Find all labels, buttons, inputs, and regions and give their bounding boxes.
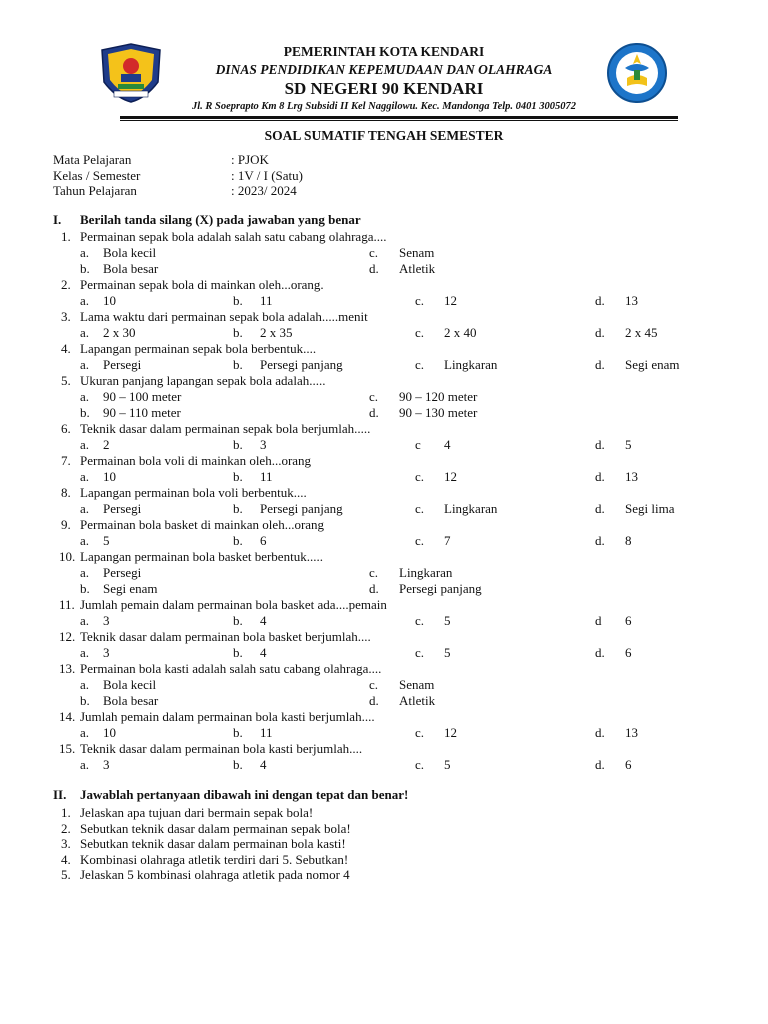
option-text: 3 bbox=[260, 437, 267, 452]
option-text: 11 bbox=[260, 469, 273, 484]
option-text: 11 bbox=[260, 725, 273, 740]
meta-label: Tahun Pelajaran bbox=[53, 183, 137, 198]
question-number: 3. bbox=[61, 836, 71, 851]
option-letter: c. bbox=[415, 757, 425, 772]
question-item bbox=[0, 709, 768, 725]
question-number: 15. bbox=[59, 741, 76, 756]
essay-question bbox=[0, 867, 768, 883]
option-text: 5 bbox=[444, 757, 451, 772]
option-letter: d. bbox=[595, 437, 605, 452]
option-letter: b. bbox=[233, 293, 243, 308]
option-text: 2 x 35 bbox=[260, 325, 293, 340]
option-text: 6 bbox=[625, 613, 632, 628]
option-text: Segi enam bbox=[103, 581, 158, 596]
option-text: 5 bbox=[103, 533, 110, 548]
option-text: 90 – 130 meter bbox=[399, 405, 478, 420]
option-text: Segi lima bbox=[625, 501, 675, 516]
option-letter: a. bbox=[80, 357, 90, 372]
option-letter: d. bbox=[595, 325, 605, 340]
question-number: 10. bbox=[59, 549, 76, 564]
meta-label: Kelas / Semester bbox=[53, 168, 141, 183]
option-letter: a. bbox=[80, 725, 90, 740]
option-letter: d. bbox=[595, 293, 605, 308]
option-text: 3 bbox=[103, 645, 110, 660]
option-text: Atletik bbox=[399, 261, 436, 276]
question-number: 5. bbox=[61, 373, 71, 388]
question-item bbox=[0, 373, 768, 389]
option-text: 11 bbox=[260, 293, 273, 308]
option-letter: c. bbox=[369, 389, 379, 404]
option-text: Bola besar bbox=[103, 261, 159, 276]
option-letter: b. bbox=[80, 693, 90, 708]
option-letter: a. bbox=[80, 645, 90, 660]
header-agency: DINAS PENDIDIKAN KEPEMUDAAN DAN OLAHRAGA bbox=[215, 62, 553, 77]
header-address: Jl. R Soeprapto Km 8 Lrg Subsidi II Kel Naggilowu. Kec. Mandonga Telp. 0401 3005072 bbox=[191, 101, 577, 112]
question-number: 8. bbox=[61, 485, 71, 500]
question-text: Lapangan permainan bola basket berbentuk..... bbox=[80, 549, 323, 564]
option-text: 4 bbox=[444, 437, 451, 452]
option-text: Segi enam bbox=[625, 357, 680, 372]
question-text: Permainan bola voli di mainkan oleh...orang bbox=[80, 453, 312, 468]
question-number: 4. bbox=[61, 851, 71, 867]
question-text: Permainan bola kasti adalah salah satu cabang olahraga.... bbox=[80, 661, 382, 676]
option-text: Persegi panjang bbox=[399, 581, 482, 596]
essay-question bbox=[0, 821, 768, 837]
option-letter: b. bbox=[80, 405, 90, 420]
question-number: 6. bbox=[61, 421, 71, 436]
option-letter: c. bbox=[415, 469, 425, 484]
option-letter: a. bbox=[80, 565, 90, 580]
option-text: 13 bbox=[625, 469, 638, 484]
question-item bbox=[0, 629, 768, 645]
question-number: 12. bbox=[59, 629, 76, 644]
question-number: 7. bbox=[61, 453, 71, 468]
question-number: 5. bbox=[61, 867, 71, 882]
option-text: Lingkaran bbox=[444, 501, 498, 516]
option-text: 6 bbox=[625, 757, 632, 772]
option-text: Persegi bbox=[103, 565, 142, 580]
question-text: Permainan sepak bola adalah salah satu cabang olahraga.... bbox=[80, 229, 387, 244]
option-letter: b. bbox=[233, 757, 243, 772]
option-letter: a. bbox=[80, 437, 90, 452]
option-letter: c. bbox=[369, 245, 379, 260]
option-letter: c. bbox=[369, 677, 379, 692]
option-letter: d. bbox=[595, 645, 605, 660]
question-item bbox=[0, 741, 768, 757]
question-number: 4. bbox=[61, 341, 71, 356]
question-text: Ukuran panjang lapangan sepak bola adalah..... bbox=[80, 373, 326, 388]
option-text: 12 bbox=[444, 725, 457, 740]
option-letter: b. bbox=[80, 581, 90, 596]
option-text: Bola kecil bbox=[103, 677, 157, 692]
option-letter: a. bbox=[80, 613, 90, 628]
option-text: 10 bbox=[103, 293, 116, 308]
section-number: I. bbox=[53, 212, 62, 227]
option-letter: c. bbox=[415, 501, 425, 516]
essay-question bbox=[0, 852, 768, 868]
option-text: 10 bbox=[103, 469, 116, 484]
option-text: 5 bbox=[444, 613, 451, 628]
option-letter: c. bbox=[369, 565, 379, 580]
option-letter: d. bbox=[595, 357, 605, 372]
header-school-name: SD NEGERI 90 KENDARI bbox=[284, 79, 484, 98]
question-number: 9. bbox=[61, 517, 71, 532]
option-letter: a. bbox=[80, 533, 90, 548]
option-text: 5 bbox=[444, 645, 451, 660]
option-text: 6 bbox=[625, 645, 632, 660]
option-text: 2 x 30 bbox=[103, 325, 136, 340]
section-title: Jawablah pertanyaan dibawah ini dengan tepat dan benar! bbox=[80, 787, 409, 802]
question-item bbox=[0, 485, 768, 501]
option-text: 90 – 120 meter bbox=[399, 389, 478, 404]
option-text: 13 bbox=[625, 293, 638, 308]
option-letter: b. bbox=[80, 261, 90, 276]
question-number: 14. bbox=[59, 709, 76, 724]
option-text: Lingkaran bbox=[444, 357, 498, 372]
option-letter: b. bbox=[233, 725, 243, 740]
option-letter: c. bbox=[415, 645, 425, 660]
option-letter: c bbox=[415, 437, 421, 452]
header-divider-thick bbox=[120, 116, 678, 119]
option-letter: a. bbox=[80, 501, 90, 516]
option-letter: d bbox=[595, 613, 602, 628]
option-text: 8 bbox=[625, 533, 632, 548]
option-letter: b. bbox=[233, 613, 243, 628]
question-number: 1. bbox=[61, 805, 71, 820]
option-text: 7 bbox=[444, 533, 451, 548]
question-number: 11. bbox=[59, 597, 75, 612]
option-text: 4 bbox=[260, 757, 267, 772]
option-letter: a. bbox=[80, 469, 90, 484]
document-title: SOAL SUMATIF TENGAH SEMESTER bbox=[264, 128, 504, 143]
option-letter: c. bbox=[415, 533, 425, 548]
question-text: Sebutkan teknik dasar dalam permainan sepak bola! bbox=[80, 820, 351, 836]
question-text: Teknik dasar dalam permainan sepak bola berjumlah..... bbox=[80, 421, 371, 436]
option-text: 2 bbox=[103, 437, 110, 452]
option-text: 3 bbox=[103, 613, 110, 628]
question-item bbox=[0, 517, 768, 533]
option-text: 5 bbox=[625, 437, 632, 452]
option-text: 2 x 40 bbox=[444, 325, 477, 340]
option-letter: d. bbox=[595, 725, 605, 740]
question-text: Jumlah pemain dalam permainan bola basket ada....pemain bbox=[80, 597, 387, 612]
option-text: Bola besar bbox=[103, 693, 159, 708]
option-text: Persegi bbox=[103, 357, 142, 372]
question-item bbox=[0, 597, 768, 613]
option-text: 6 bbox=[260, 533, 267, 548]
question-number: 2. bbox=[61, 820, 71, 836]
question-item bbox=[0, 661, 768, 677]
option-letter: c. bbox=[415, 325, 425, 340]
option-letter: c. bbox=[415, 725, 425, 740]
option-letter: c. bbox=[415, 613, 425, 628]
header-government: PEMERINTAH KOTA KENDARI bbox=[283, 44, 485, 59]
question-item bbox=[0, 453, 768, 469]
option-text: 3 bbox=[103, 757, 110, 772]
option-letter: d. bbox=[595, 501, 605, 516]
question-text: Teknik dasar dalam permainan bola kasti berjumlah.... bbox=[80, 741, 363, 756]
meta-value: : 2023/ 2024 bbox=[231, 183, 297, 198]
option-letter: b. bbox=[233, 533, 243, 548]
option-letter: d. bbox=[595, 533, 605, 548]
option-letter: d. bbox=[369, 581, 379, 596]
option-text: Senam bbox=[399, 677, 435, 692]
option-letter: b. bbox=[233, 437, 243, 452]
question-number: 2. bbox=[61, 277, 71, 292]
option-text: Atletik bbox=[399, 693, 436, 708]
option-letter: a. bbox=[80, 293, 90, 308]
question-text: Kombinasi olahraga atletik terdiri dari 5. Sebutkan! bbox=[80, 851, 349, 867]
header-divider-thin bbox=[120, 120, 678, 121]
option-letter: d. bbox=[595, 757, 605, 772]
question-text: Lapangan permainan bola voli berbentuk.... bbox=[80, 485, 307, 500]
question-number: 3. bbox=[61, 309, 71, 324]
question-text: Teknik dasar dalam permainan bola basket berjumlah.... bbox=[80, 629, 371, 644]
question-item bbox=[0, 549, 768, 565]
option-text: Persegi panjang bbox=[260, 501, 343, 516]
option-text: Bola kecil bbox=[103, 245, 157, 260]
option-letter: b. bbox=[233, 325, 243, 340]
question-text: Jelaskan 5 kombinasi olahraga atletik pada nomor 4 bbox=[80, 867, 350, 882]
option-text: Persegi bbox=[103, 501, 142, 516]
option-text: 2 x 45 bbox=[625, 325, 658, 340]
meta-label: Mata Pelajaran bbox=[53, 152, 132, 167]
option-letter: a. bbox=[80, 757, 90, 772]
option-text: 90 – 100 meter bbox=[103, 389, 182, 404]
option-letter: c. bbox=[415, 357, 425, 372]
essay-question bbox=[0, 836, 768, 852]
question-item bbox=[0, 277, 768, 293]
option-text: 10 bbox=[103, 725, 116, 740]
option-letter: d. bbox=[369, 261, 379, 276]
section-title: Berilah tanda silang (X) pada jawaban yang benar bbox=[80, 212, 361, 227]
option-text: Persegi panjang bbox=[260, 357, 343, 372]
question-item bbox=[0, 421, 768, 437]
option-text: 4 bbox=[260, 645, 267, 660]
option-letter: a. bbox=[80, 677, 90, 692]
option-letter: c. bbox=[415, 293, 425, 308]
section-number: II. bbox=[53, 787, 67, 802]
option-text: 90 – 110 meter bbox=[103, 405, 181, 420]
option-text: 12 bbox=[444, 469, 457, 484]
option-text: Lingkaran bbox=[399, 565, 453, 580]
option-letter: b. bbox=[233, 501, 243, 516]
question-number: 13. bbox=[59, 661, 76, 676]
option-text: 12 bbox=[444, 293, 457, 308]
option-letter: b. bbox=[233, 469, 243, 484]
option-letter: b. bbox=[233, 357, 243, 372]
question-item bbox=[0, 309, 768, 325]
question-text: Sebutkan teknik dasar dalam permainan bola kasti! bbox=[80, 836, 346, 851]
question-text: Lama waktu dari permainan sepak bola adalah.....menit bbox=[80, 309, 368, 324]
option-letter: d. bbox=[595, 469, 605, 484]
option-text: Senam bbox=[399, 245, 435, 260]
option-letter: a. bbox=[80, 389, 90, 404]
question-item bbox=[0, 341, 768, 357]
question-text: Permainan bola basket di mainkan oleh...orang bbox=[80, 517, 325, 532]
question-text: Permainan sepak bola di mainkan oleh...orang. bbox=[80, 277, 324, 292]
option-text: 4 bbox=[260, 613, 267, 628]
question-number: 1. bbox=[61, 229, 71, 244]
option-letter: a. bbox=[80, 325, 90, 340]
question-text: Lapangan permainan sepak bola berbentuk.... bbox=[80, 341, 317, 356]
question-text: Jelaskan apa tujuan dari bermain sepak bola! bbox=[80, 805, 314, 820]
essay-question bbox=[0, 805, 768, 821]
meta-value: : 1V / I (Satu) bbox=[231, 168, 303, 183]
option-letter: a. bbox=[80, 245, 90, 260]
meta-value: : PJOK bbox=[231, 152, 269, 167]
option-letter: d. bbox=[369, 405, 379, 420]
option-text: 13 bbox=[625, 725, 638, 740]
question-text: Jumlah pemain dalam permainan bola kasti berjumlah.... bbox=[80, 709, 375, 724]
option-letter: d. bbox=[369, 693, 379, 708]
question-item bbox=[0, 229, 768, 245]
option-letter: b. bbox=[233, 645, 243, 660]
